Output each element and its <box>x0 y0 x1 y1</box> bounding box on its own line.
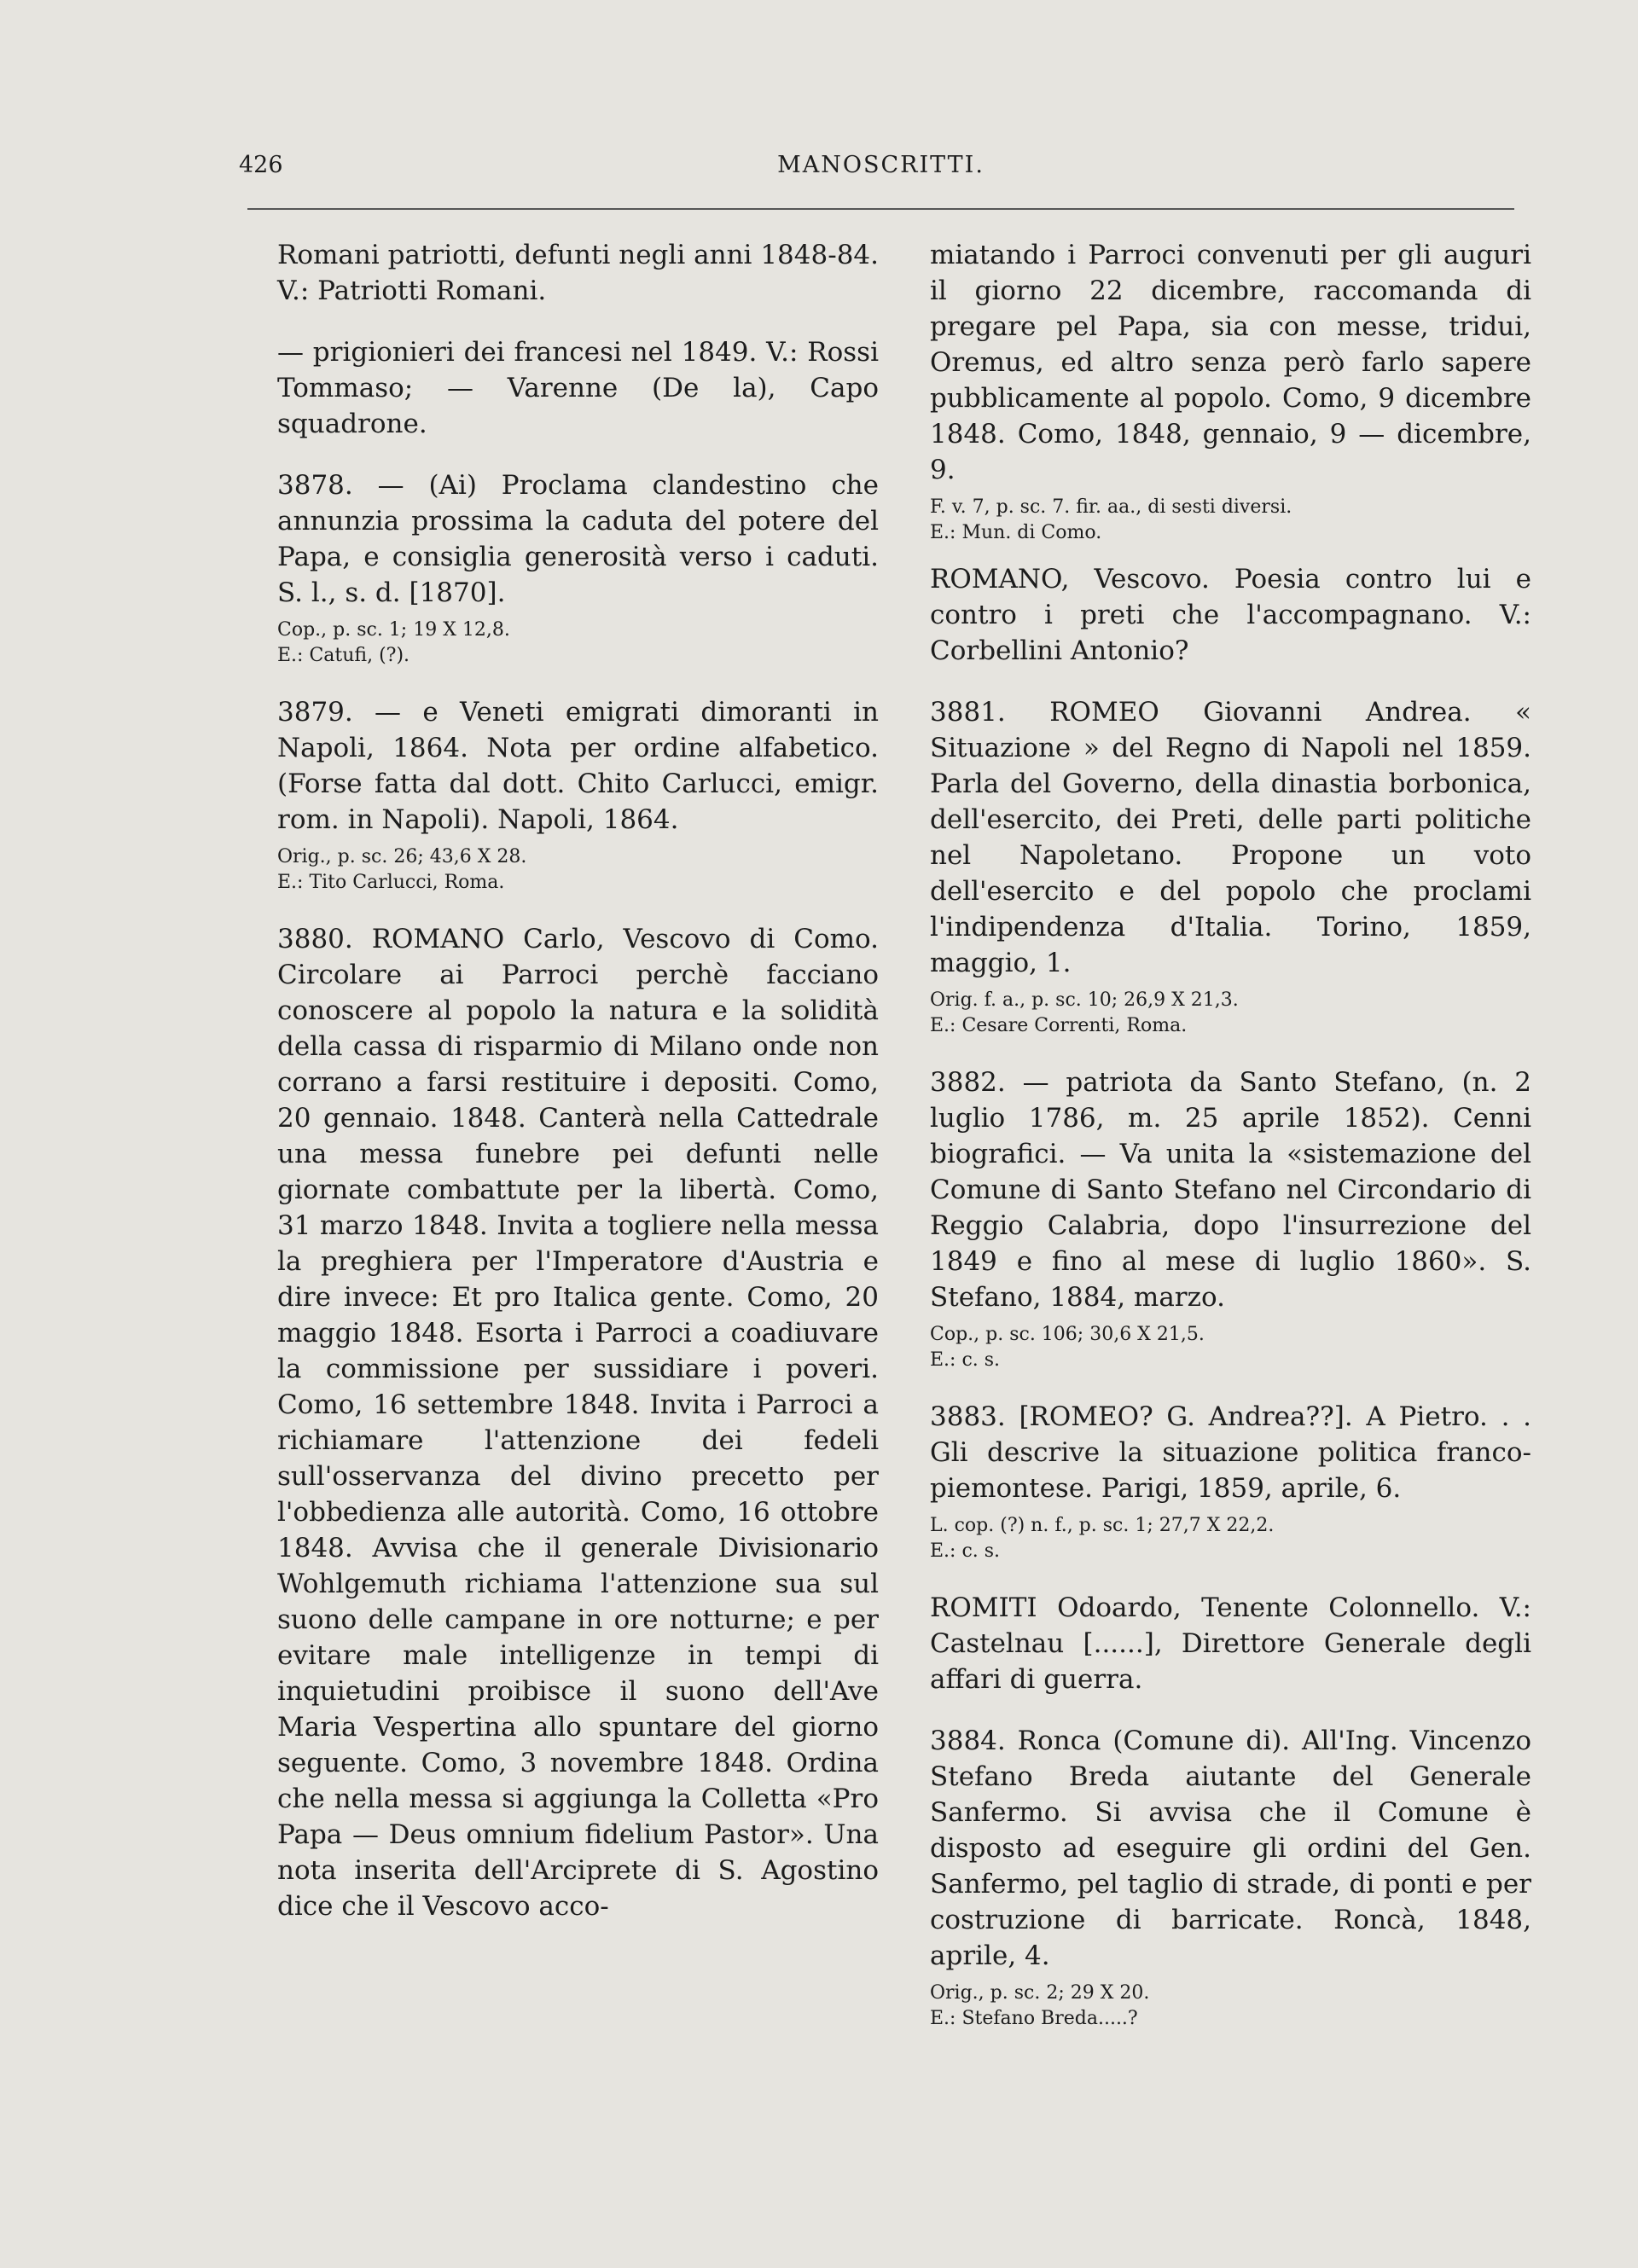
entry-note: E.: Mun. di Como. <box>930 522 1102 543</box>
entry-note: E.: c. s. <box>930 1349 1001 1371</box>
entry-text: 3878. — (Ai) Proclama clandestino che annunzia prossima la caduta del potere del Papa, e consiglia generosità verso i caduti. S. l., s. d. [1870]. <box>277 470 879 608</box>
entry-note: E.: Stefano Breda.....? <box>930 2008 1138 2029</box>
entry-note: F. v. 7, p. sc. 7. fir. aa., di sesti diversi. <box>930 496 1292 518</box>
entry-note: E.: Cesare Correnti, Roma. <box>930 1015 1188 1036</box>
entry-note: Cop., p. sc. 106; 30,6 X 21,5. <box>930 1324 1205 1345</box>
entry-text: miatando i Parroci convenuti per gli auguri il giorno 22 dicembre, raccomanda di pregare pel Papa, sia con messe, tridui, Oremus, ed altro senza però farlo sapere pubblicamente al popolo. Como, 9 dicembre 1848. Como, 1848, gennaio, 9 — dicembre, 9. <box>930 240 1531 485</box>
entry-note: Orig., p. sc. 26; 43,6 X 28. <box>277 846 527 867</box>
page-header <box>239 152 1523 200</box>
entry-text: 3880. ROMANO Carlo, Vescovo di Como. Circolare ai Parroci perchè facciano conoscere al popolo la natura e la solidità della cassa di risparmio di Milano onde non corrano a farsi restituire i depositi. Como, 20 gennaio. 1848. Canterà nella Cattedrale una messa funebre pei defunti nelle giornate combattute per la libertà. Como, 31 marzo 1848. Invita a togliere nella messa la preghiera per l'Imperatore d'Austria e dire invece: Et pro Italica gente. Como, 20 maggio 1848. Esorta i Parroci a coadiuvare la commissione per sussidiare i poveri. Como, 16 settembre 1848. Invita i Parroci a richiamare l'attenzione dei fedeli sull'osservanza del divino precetto per l'obbedienza alle autorità. Como, 16 ottobre 1848. Avvisa che il generale Divisionario Wohlgemuth richiama l'attenzione sua sul suono delle campane in ore notturne; e per evitare male intelligenze in tempi di inquietudini proibisce il suono dell'Ave Maria Vespertina allo spuntare del giorno seguente. Como, 3 novembre 1848. Ordina che nella messa si aggiunga la Colletta «Pro Papa — Deus omnium fidelium Pastor». Una nota inserita dell'Arciprete di S. Agostino dice che il Vescovo acco- <box>277 924 879 1922</box>
running-title: MANOSCRITTI. <box>777 152 985 178</box>
page-number: 426 <box>239 152 283 178</box>
entry-note: Orig., p. sc. 2; 29 X 20. <box>930 1982 1150 2004</box>
entry-note: Cop., p. sc. 1; 19 X 12,8. <box>277 619 510 641</box>
entry-note: E.: Catufi, (?). <box>277 645 410 666</box>
entry-text: 3879. — e Veneti emigrati dimoranti in Napoli, 1864. Nota per ordine alfabetico. (Forse fatta dal dott. Chito Carlucci, emigr. rom. in Napoli). Napoli, 1864. <box>277 697 879 835</box>
header-rule <box>247 208 1514 210</box>
entry-text: 3884. Ronca (Comune di). All'Ing. Vincenzo Stefano Breda aiutante del Generale Sanfermo. Si avvisa che il Comune è disposto ad eseguire gli ordini del Gen. Sanfermo, pel taglio di strade, di ponti e per costruzione di barricate. Roncà, 1848, aprile, 4. <box>930 1726 1531 1971</box>
entry-text: Romani patriotti, defunti negli anni 1848-84. V.: Patriotti Romani. <box>277 240 879 306</box>
left-column <box>277 237 879 1924</box>
entry-text: — prigionieri dei francesi nel 1849. V.: Rossi Tommaso; — Varenne (De la), Capo squadrone. <box>277 337 879 439</box>
entry-text: 3882. — patriota da Santo Stefano, (n. 2 luglio 1786, m. 25 aprile 1852). Cenni biografici. — Va unita la «sistemazione del Comune di Santo Stefano nel Circondario di Reggio Calabria, dopo l'insurrezione del 1849 e fino al mese di luglio 1860». S. Stefano, 1884, marzo. <box>930 1067 1531 1313</box>
entry-text: ROMANO, Vescovo. Poesia contro lui e contro i preti che l'accompagnano. V.: Corbellini Antonio? <box>930 564 1531 666</box>
entry-note: E.: Tito Carlucci, Roma. <box>277 872 505 893</box>
entry-text: 3881. ROMEO Giovanni Andrea. « Situazione » del Regno di Napoli nel 1859. Parla del Governo, della dinastia borbonica, dell'esercito, dei Preti, delle parti politiche nel Napoletano. Propone un voto dell'esercito e del popolo che proclami l'indipendenza d'Italia. Torino, 1859, maggio, 1. <box>930 697 1531 978</box>
entry-text: ROMITI Odoardo, Tenente Colonnello. V.: Castelnau [......], Direttore Generale degli affari di guerra. <box>930 1592 1531 1695</box>
entry-note: Orig. f. a., p. sc. 10; 26,9 X 21,3. <box>930 989 1239 1011</box>
entry-text: 3883. [ROMEO? G. Andrea??]. A Pietro. . . Gli descrive la situazione politica franco-piemontese. Parigi, 1859, aprile, 6. <box>930 1401 1531 1504</box>
right-column <box>930 237 1531 2032</box>
entry-note: E.: c. s. <box>930 1540 1001 1562</box>
entry-note: L. cop. (?) n. f., p. sc. 1; 27,7 X 22,2. <box>930 1515 1275 1536</box>
